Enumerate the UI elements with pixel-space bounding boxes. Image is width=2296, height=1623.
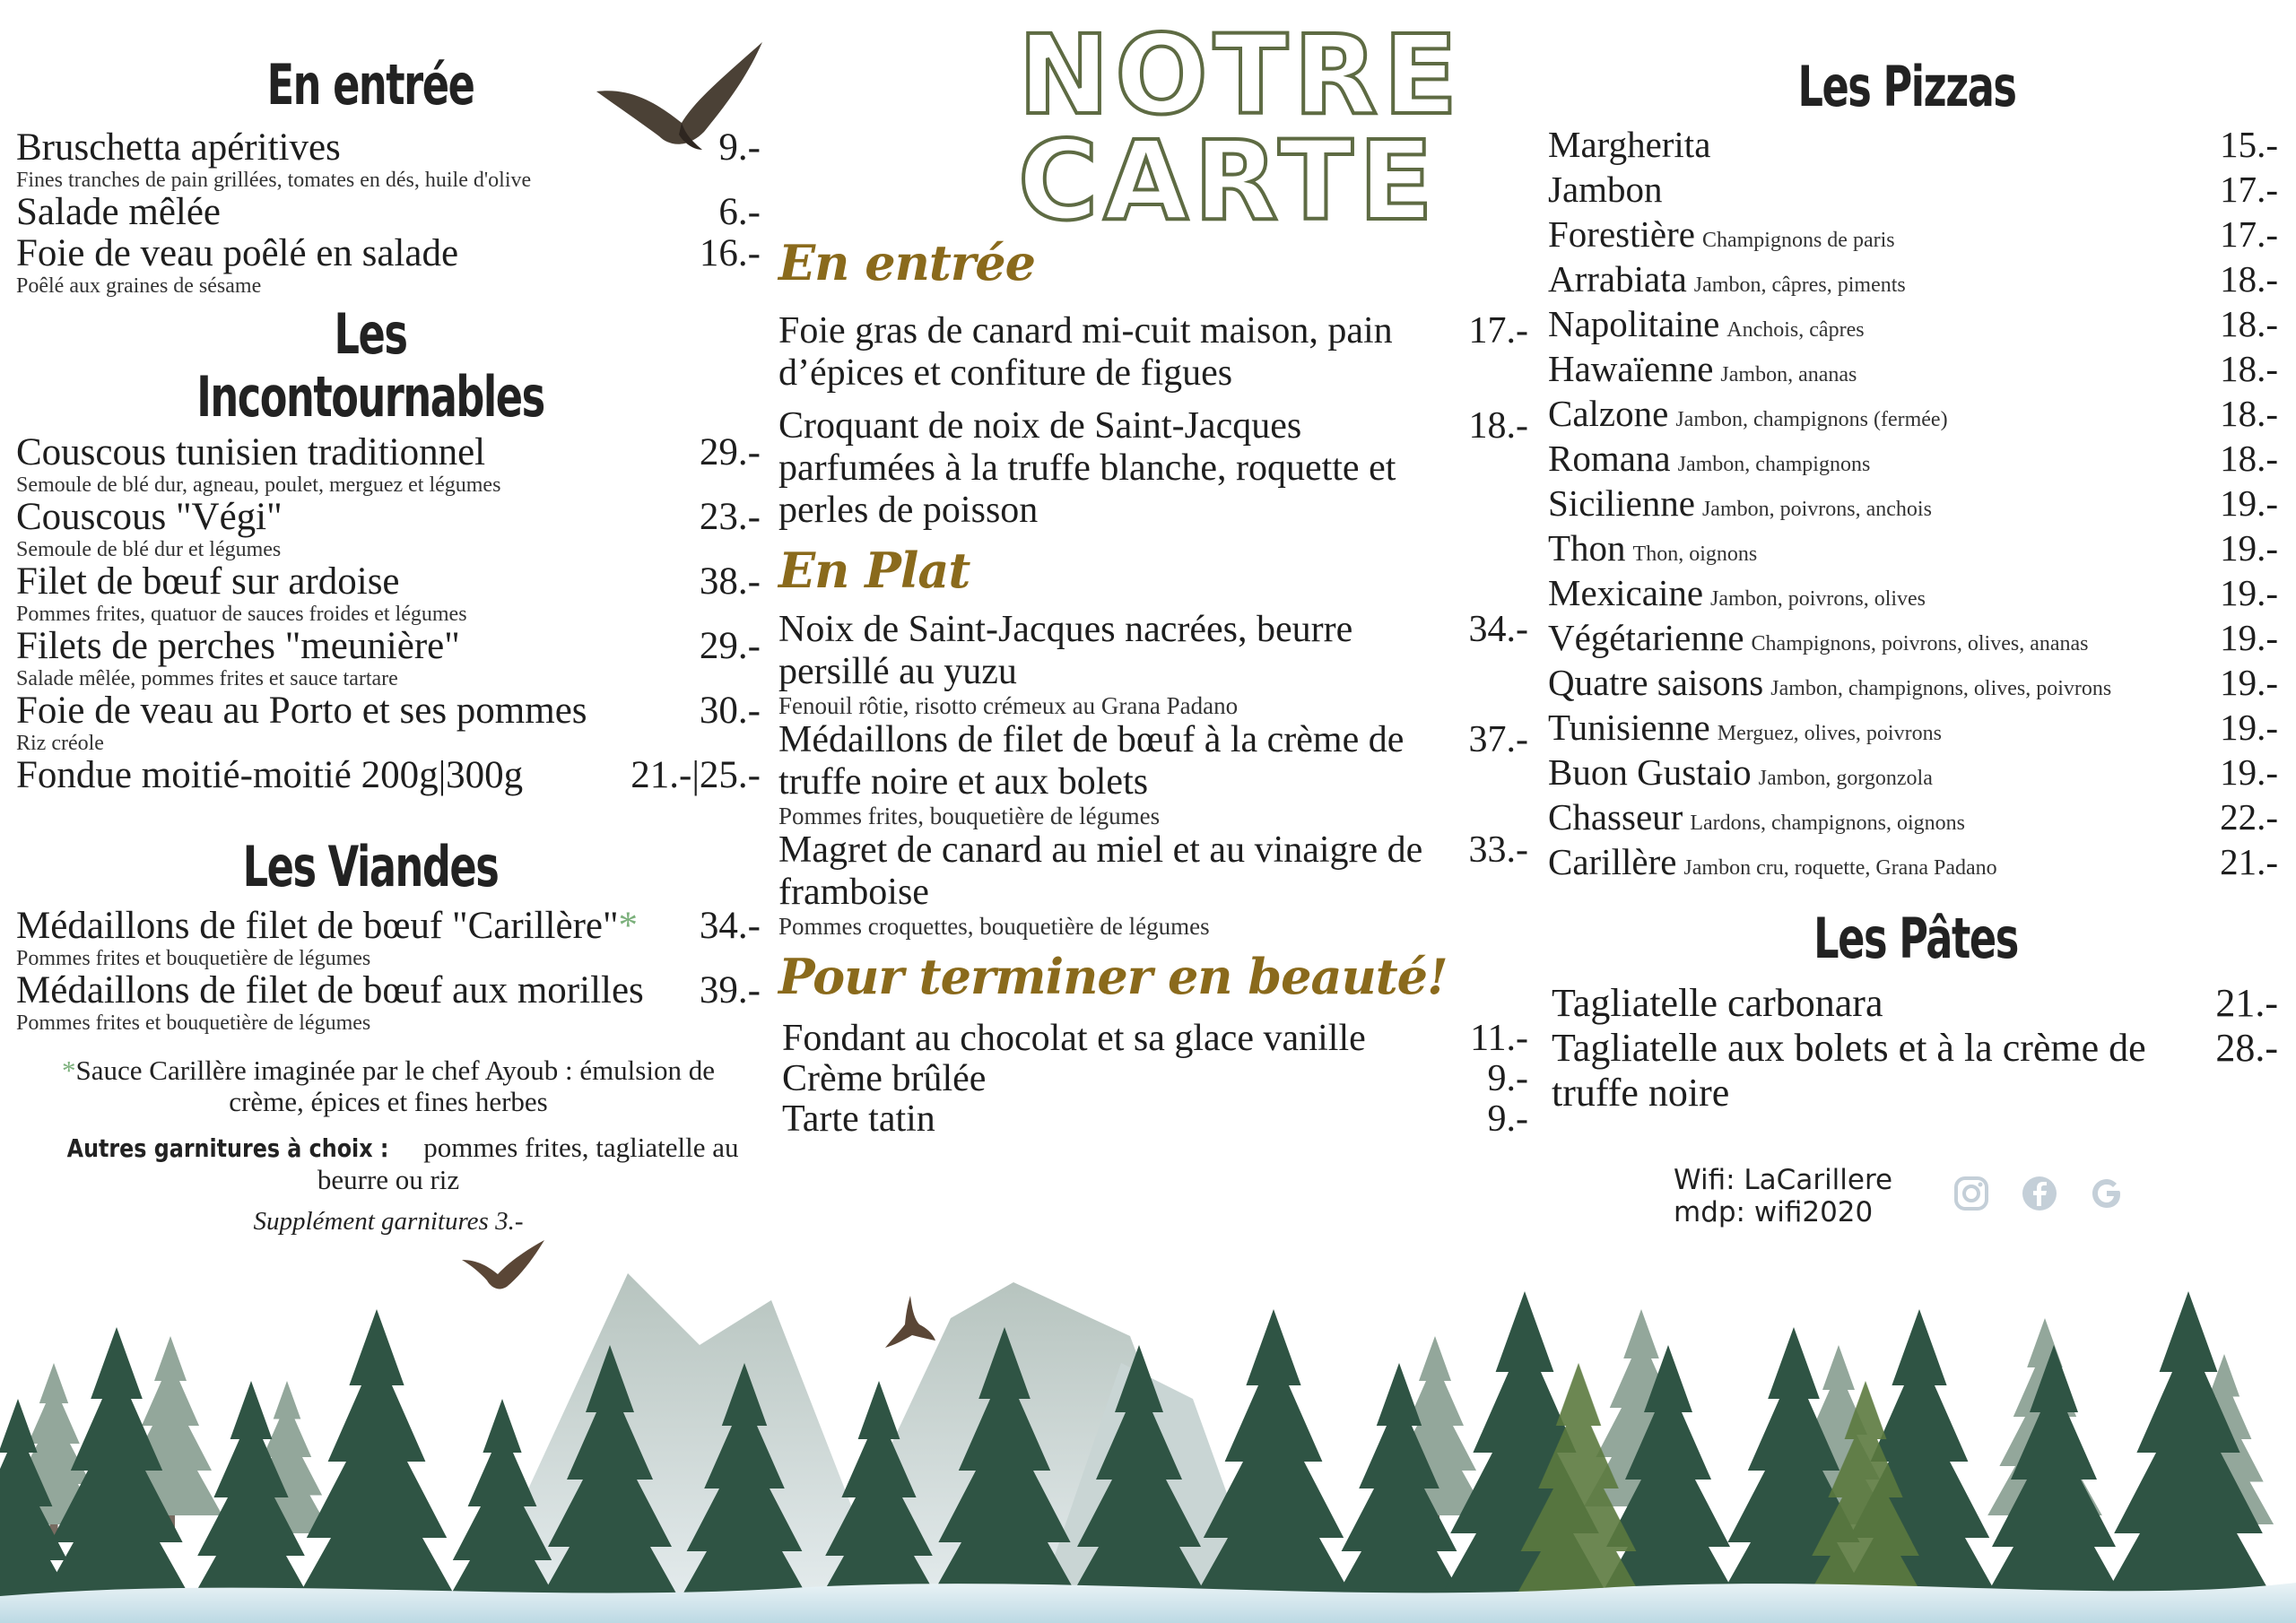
pizza-description: Jambon cru, roquette, Grana Padano	[1683, 856, 1997, 880]
forest-landscape-illustration	[0, 1219, 2296, 1623]
pizza-name: Mexicaine	[1548, 572, 1704, 613]
item-price: 6.-	[718, 191, 761, 233]
item-description: Salade mêlée, pommes frites et sauce tartare	[16, 667, 398, 690]
item-name-text: Médaillons de filet de bœuf aux morilles	[16, 969, 644, 1011]
item-description: Fines tranches de pain grillées, tomates en dés, huile d'olive	[16, 169, 532, 192]
item-name-text: Fondue moitié-moitié 200g|300g	[16, 754, 524, 796]
item-price: 39.-	[699, 969, 761, 1011]
wifi-name: Wifi: LaCarillere	[1674, 1164, 1893, 1196]
section-title-incontournables: Les Incontournables	[196, 301, 544, 430]
pizza-price: 18.-	[2220, 348, 2278, 389]
item-price: 28.-	[2215, 1026, 2278, 1070]
pizza-item	[1548, 167, 2278, 212]
item-description: Pommes frites, bouquetière de légumes	[778, 803, 1161, 829]
google-icon[interactable]	[2088, 1175, 2126, 1212]
pizza-name: Jambon	[1548, 169, 1663, 210]
garnitures-label: Autres garnitures à choix :	[66, 1133, 388, 1163]
item-name	[782, 1099, 1430, 1140]
pizza-item	[1548, 615, 2278, 660]
menu-item	[1552, 1026, 2278, 1115]
pizza-item	[1548, 212, 2278, 256]
item-description: Riz créole	[16, 732, 104, 755]
pizza-description: Champignons de paris	[1701, 229, 1895, 252]
pizza-price: 19.-	[2220, 482, 2278, 524]
pizza-name: Romana	[1548, 438, 1671, 479]
item-price: 9.-	[1487, 1098, 1528, 1140]
item-description: Semoule de blé dur, agneau, poulet, merguez et légumes	[16, 473, 501, 497]
pizza-name: Chasseur	[1548, 796, 1683, 838]
plats-list	[778, 609, 1528, 940]
item-description: Pommes frites et bouquetière de légumes	[16, 947, 371, 970]
garnitures-note	[16, 1132, 761, 1195]
item-name	[16, 970, 761, 1011]
item-name-text: Noix de Saint-Jacques nacrées, beurre persillé au yuzu	[778, 609, 1353, 692]
menu-item	[16, 561, 761, 626]
pizza-description: Merguez, olives, poivrons	[1717, 722, 1942, 745]
pizza-price: 19.-	[2220, 707, 2278, 748]
menu-item	[778, 609, 1528, 719]
item-name	[778, 405, 1430, 532]
item-description: Pommes frites et bouquetière de légumes	[16, 1011, 371, 1035]
pizza-price: 22.-	[2220, 796, 2278, 838]
menu-title	[1018, 12, 1464, 245]
pizza-item	[1548, 839, 2278, 884]
menu-item	[778, 829, 1528, 940]
pizza-item	[1548, 525, 2278, 570]
menu-item	[16, 497, 761, 561]
pizza-name: Margherita	[1548, 124, 1711, 165]
pizza-price: 15.-	[2220, 124, 2278, 165]
item-price: 23.-	[699, 496, 761, 538]
item-description: Fenouil rôtie, risotto crémeux au Grana Padano	[778, 692, 1239, 719]
pizza-description: Jambon, ananas	[1720, 363, 1857, 386]
pizza-name: Sicilienne	[1548, 482, 1695, 524]
item-name-text: Tagliatelle aux bolets et à la crème de truffe noire	[1552, 1026, 2146, 1115]
pizza-description: Jambon, champignons, olives, poivrons	[1770, 677, 2112, 700]
menu-item	[782, 1099, 1528, 1140]
title-line1: NOTRE	[1018, 12, 1464, 139]
item-name-text: Fondant au chocolat et sa glace vanille	[782, 1018, 1366, 1059]
menu-item	[16, 626, 761, 690]
pizza-price: 18.-	[2220, 438, 2278, 479]
pizza-description: Jambon, poivrons, anchois	[1701, 498, 1932, 521]
pizza-name: Arrabiata	[1548, 258, 1687, 299]
item-name	[778, 609, 1430, 693]
pizza-description: Lardons, champignons, oignons	[1690, 812, 1965, 835]
pizza-item	[1548, 301, 2278, 346]
menu-item	[16, 906, 761, 970]
pizza-description: Anchois, câpres	[1726, 318, 1865, 342]
pizza-name: Végétarienne	[1548, 617, 1744, 658]
item-name-text: Salade mêlée	[16, 191, 222, 233]
note-text: Sauce Carillère imaginée par le chef Ayoub : émulsion de crème, épices et fines herbes	[75, 1055, 715, 1117]
wifi-password: mdp: wifi2020	[1674, 1196, 1874, 1228]
item-name-text: Médaillons de filet de bœuf à la crème de truffe noire et aux bolets	[778, 719, 1405, 803]
item-name	[16, 192, 761, 233]
pizza-price: 17.-	[2220, 169, 2278, 210]
item-price: 37.-	[1468, 719, 1528, 760]
pizza-price: 19.-	[2220, 751, 2278, 793]
menu-item	[16, 192, 761, 233]
pizza-item	[1548, 436, 2278, 481]
item-name-text: Médaillons de filet de bœuf "Carillère"	[16, 905, 619, 947]
item-name-text: Foie de veau au Porto et ses pommes	[16, 690, 587, 732]
title-line2: CARTE	[1018, 117, 1439, 245]
item-name	[16, 906, 761, 947]
menu-item	[782, 1059, 1528, 1099]
pizza-name: Forestière	[1548, 213, 1695, 255]
section-title-plat: En Plat	[778, 542, 970, 599]
pizza-price: 21.-	[2220, 841, 2278, 882]
pizza-name: Hawaïenne	[1548, 348, 1714, 389]
pizza-item	[1548, 256, 2278, 301]
pizza-item	[1548, 570, 2278, 615]
item-name	[16, 497, 761, 538]
item-name-text: Magret de canard au miel et au vinaigre de framboise	[778, 829, 1423, 913]
item-price: 33.-	[1468, 829, 1528, 871]
item-description: Pommes frites, quatuor de sauces froides et légumes	[16, 603, 467, 626]
item-name	[778, 310, 1430, 395]
menu-item	[782, 1019, 1528, 1059]
pizza-description: Champignons, poivrons, olives, ananas	[1751, 632, 2089, 655]
pizza-item	[1548, 122, 2278, 167]
item-price: 30.-	[699, 690, 761, 732]
pizza-price: 19.-	[2220, 527, 2278, 568]
section-title-pizzas: Les Pizzas	[1797, 54, 2016, 119]
item-price: 29.-	[699, 625, 761, 667]
pizzas-list	[1548, 122, 2278, 884]
pizza-name: Buon Gustaio	[1548, 751, 1752, 793]
instagram-icon[interactable]	[1952, 1175, 1990, 1212]
pizza-item	[1548, 346, 2278, 391]
pizza-item	[1548, 794, 2278, 839]
pizza-price: 18.-	[2220, 393, 2278, 434]
pizza-name: Napolitaine	[1548, 303, 1720, 344]
item-name	[16, 690, 761, 732]
section-title-entree: En entrée	[266, 52, 474, 117]
section-title-entree-middle: En entrée	[778, 234, 1035, 291]
item-name-text: Couscous "Végi"	[16, 496, 283, 538]
item-price: 29.-	[699, 431, 761, 473]
pizza-name: Quatre saisons	[1548, 662, 1764, 703]
item-name-text: Tarte tatin	[782, 1098, 935, 1140]
pizza-item	[1548, 750, 2278, 794]
item-name	[16, 561, 761, 603]
menu-item	[16, 970, 761, 1035]
garnitures-text: pommes frites, tagliatelle au beurre ou riz	[317, 1132, 739, 1195]
pizza-name: Carillère	[1548, 841, 1677, 882]
item-name-text: Bruschetta apéritives	[16, 126, 341, 169]
middle-column	[778, 235, 1528, 1140]
menu-item	[778, 405, 1528, 532]
item-price: 9.-	[1487, 1058, 1528, 1099]
pizza-description: Jambon, câpres, piments	[1693, 273, 1906, 297]
item-name-text: Croquant de noix de Saint-Jacques parfumées à la truffe blanche, roquette et perles de poisson	[778, 405, 1396, 531]
item-name	[1552, 1026, 2170, 1115]
supplement-note: Supplément garnitures 3.-	[253, 1207, 524, 1236]
pizza-price: 18.-	[2220, 258, 2278, 299]
pizza-item	[1548, 705, 2278, 750]
pizza-price: 19.-	[2220, 617, 2278, 658]
desserts-list	[778, 1019, 1528, 1140]
pizza-description: Jambon, champignons (fermée)	[1675, 408, 1948, 431]
menu-item	[16, 233, 761, 298]
facebook-icon[interactable]	[2021, 1175, 2058, 1212]
item-description: Poêlé aux graines de sésame	[16, 274, 262, 298]
item-price: 9.-	[718, 126, 761, 169]
item-price: 38.-	[699, 560, 761, 603]
note-star: *	[62, 1055, 76, 1086]
menu-item	[778, 719, 1528, 829]
menu-item	[1552, 981, 2278, 1026]
pizza-description: Jambon, poivrons, olives	[1710, 587, 1926, 611]
section-title-pates: Les Pâtes	[1813, 906, 2018, 971]
pizza-price: 18.-	[2220, 303, 2278, 344]
item-name-text: Filet de bœuf sur ardoise	[16, 560, 400, 603]
item-name-text: Tagliatelle carbonara	[1552, 981, 1883, 1025]
middle-entrees-list	[778, 310, 1528, 532]
pizza-item	[1548, 481, 2278, 525]
item-name	[778, 719, 1430, 803]
pizza-description: Jambon, champignons	[1677, 453, 1871, 476]
item-price: 21.-	[2215, 981, 2278, 1025]
item-price: 18.-	[1468, 405, 1528, 447]
pizza-item	[1548, 391, 2278, 436]
pizza-name: Tunisienne	[1548, 707, 1710, 748]
menu-item	[16, 432, 761, 497]
item-name-text: Foie de veau poêlé en salade	[16, 232, 459, 274]
item-description: Pommes croquettes, bouquetière de légumes	[778, 913, 1210, 940]
pizza-description: Thon, oignons	[1632, 542, 1758, 566]
menu-item	[16, 690, 761, 755]
item-name	[782, 1059, 1430, 1099]
item-name	[778, 829, 1430, 914]
item-price: 11.-	[1470, 1018, 1528, 1059]
right-column	[1548, 56, 2278, 1115]
section-title-dessert: Pour terminer en beauté!	[778, 948, 1448, 1005]
item-description: Semoule de blé dur et légumes	[16, 538, 282, 561]
section-title-viandes: Les Viandes	[242, 834, 499, 899]
item-name-text: Foie gras de canard mi-cuit maison, pain d’épices et confiture de figues	[778, 310, 1393, 394]
pizza-name: Thon	[1548, 527, 1626, 568]
pates-list	[1548, 981, 2278, 1115]
item-name	[16, 233, 761, 274]
left-column	[16, 54, 761, 1237]
pizza-item	[1548, 660, 2278, 705]
pizza-description: Jambon, gorgonzola	[1758, 767, 1933, 790]
pizza-name: Calzone	[1548, 393, 1669, 434]
sauce-note	[16, 1055, 761, 1117]
pizza-price: 17.-	[2220, 213, 2278, 255]
item-price: 21.-|25.-	[631, 754, 761, 796]
item-name	[16, 432, 761, 473]
item-name-text: Filets de perches "meunière"	[16, 625, 460, 667]
menu-item	[778, 310, 1528, 395]
incontournables-list	[16, 432, 761, 796]
eagle-illustration	[596, 38, 767, 154]
item-price: 17.-	[1468, 310, 1528, 352]
item-price: 34.-	[1468, 609, 1528, 650]
item-price: 34.-	[699, 905, 761, 947]
item-name-text: Couscous tunisien traditionnel	[16, 431, 486, 473]
viandes-list	[16, 906, 761, 1035]
item-name	[1552, 981, 2170, 1026]
pizza-price: 19.-	[2220, 572, 2278, 613]
menu-item	[16, 755, 761, 796]
pizza-price: 19.-	[2220, 662, 2278, 703]
item-star: *	[618, 905, 639, 947]
item-price: 16.-	[699, 232, 761, 274]
item-name	[782, 1019, 1430, 1059]
item-name	[16, 626, 761, 667]
item-name-text: Crème brûlée	[782, 1058, 987, 1099]
